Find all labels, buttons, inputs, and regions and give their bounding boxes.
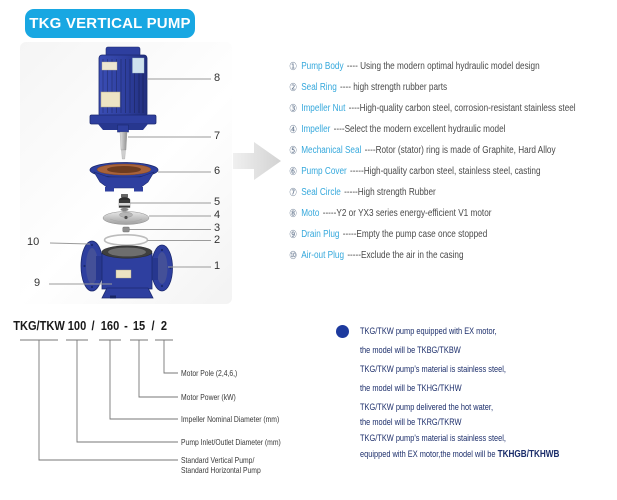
part-name: Impeller Nut [301,103,346,114]
note-line: the model will be TKRG/TKRW [360,417,462,428]
parts-list-item [289,224,617,245]
parts-list-item [289,119,617,140]
callout-number-3: 3 [214,222,221,234]
bullet-dot-icon [336,325,349,338]
note-line: TKG/TKW pump delivered the hot water, [360,402,494,413]
note-line-prefix: equipped with EX motor,the model will be [360,449,498,460]
label-motor-power: Motor Power (kW) [181,392,236,402]
callout-number-7: 7 [214,130,221,142]
item-number-icon: ④ [289,123,298,136]
page-title: TKG VERTICAL PUMP [29,15,191,32]
model-code-series: TKG/TKW [13,318,65,333]
model-code-inlet: 100 [67,318,87,333]
item-number-icon: ③ [289,102,298,115]
part-description: ---- high strength rubber parts [340,82,448,93]
part-name: Mechanical Seal [301,145,362,156]
parts-list-item [289,77,617,98]
impeller-graphic [103,212,149,225]
seal-ring-graphic [105,235,148,245]
model-code-diameter: 160 [100,318,120,333]
part-description: ----Select the modern excellent hydraulic model [333,124,506,135]
note-line: TKG/TKW pump's material is stainless steel, [360,364,506,375]
callout-number-4: 4 [214,209,221,221]
parts-list-item [289,203,617,224]
item-number-icon: ⑤ [289,144,298,157]
part-description: -----Empty the pump case once stopped [342,229,488,240]
arrow-right-icon [233,142,281,180]
model-code-slash2: / [150,318,155,333]
note-line: the model will be TKHG/TKHW [360,383,462,394]
callout-number-8: 8 [214,72,221,84]
exploded-pump-diagram [0,40,290,310]
label-standard-vertical: Standard Vertical Pump/ [181,455,255,465]
label-impeller-diameter: Impeller Nominal Diameter (mm) [181,414,280,424]
part-name: Moto [301,208,320,219]
item-number-icon: ⑩ [289,249,298,262]
parts-list-item [289,98,617,119]
part-description: -----Exclude the air in the casing [347,250,464,261]
pump-body-graphic [81,241,173,299]
part-name: Pump Cover [301,166,347,177]
item-number-icon: ① [289,60,298,73]
note-bold-model: TKHGB/TKHWB [497,448,560,460]
parts-list [289,56,617,266]
model-code-power: 15 [132,318,146,333]
note-line: TKG/TKW pump's material is stainless steel, [360,433,506,444]
parts-list-item [289,140,617,161]
callout-number-1: 1 [214,260,221,272]
part-description: ----Rotor (stator) ring is made of Graphite, Hard Alloy [364,145,556,156]
item-number-icon: ⑨ [289,228,298,241]
part-name: Seal Ring [301,82,337,93]
part-name: Pump Body [301,61,344,72]
item-number-icon: ⑦ [289,186,298,199]
note-line: TKG/TKW pump equipped with EX motor, [360,326,497,337]
callout-number-2: 2 [214,234,221,246]
page-title-badge [25,9,195,38]
model-code-pole: 2 [160,318,168,333]
label-motor-pole: Motor Pole (2,4,6,) [181,368,238,378]
part-name: Seal Circle [301,187,341,198]
parts-list-item [289,182,617,203]
notes-block [360,322,617,461]
callout-number-9: 9 [34,277,41,289]
pump-cover-graphic [90,163,158,192]
part-description: -----High strength Rubber [344,187,436,198]
part-name: Impeller [301,124,331,135]
callout-number-6: 6 [214,165,221,177]
note-line [360,448,617,461]
impeller-nut-graphic [123,227,130,232]
model-code-slash: / [90,318,95,333]
label-inlet-outlet-diameter: Pump Inlet/Outlet Diameter (mm) [181,437,281,447]
callout-number-5: 5 [214,196,221,208]
part-description: -----Y2 or YX3 series energy-efficient V1 motor [322,208,492,219]
label-standard-pump [181,455,261,475]
motor-graphic [90,47,156,130]
note-line: the model will be TKBG/TKBW [360,345,461,356]
part-description: ---- Using the modern optimal hydraulic model design [346,61,540,72]
item-number-icon: ⑥ [289,165,298,178]
callout-number-10: 10 [27,236,40,248]
part-description: -----High-quality carbon steel, stainless steel, casting [350,166,541,177]
part-name: Air-out Plug [301,250,345,261]
part-description: ----High-quality carbon steel, corrosion-resistant stainless steel [348,103,576,114]
model-code-dash: - [123,318,128,333]
parts-list-item [289,245,617,266]
item-number-icon: ⑧ [289,207,298,220]
parts-list-item [289,56,617,77]
part-name: Drain Plug [301,229,340,240]
label-standard-horizontal: Standard Horizontal Pump [181,465,261,475]
item-number-icon: ② [289,81,298,94]
mechanical-seal-graphic [119,194,130,214]
parts-list-item [289,161,617,182]
shaft-graphic [118,125,129,159]
